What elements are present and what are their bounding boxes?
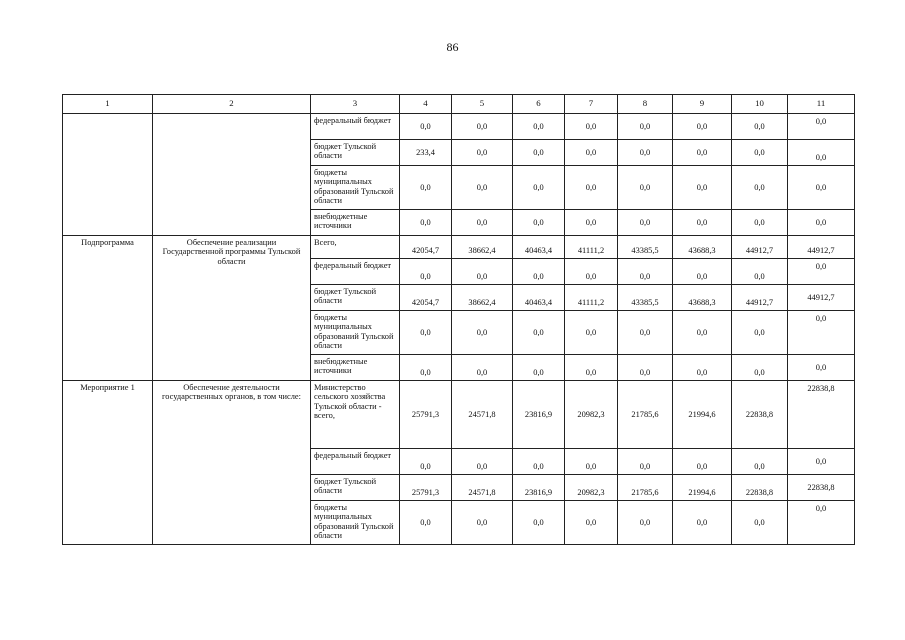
- value-cell: 0,0: [618, 449, 673, 475]
- value-cell: 44912,7: [788, 236, 855, 259]
- value-cell: 0,0: [788, 166, 855, 210]
- value-cell: 20982,3: [565, 475, 618, 501]
- row-description: Обеспечение реализации Государственной программы Тульской области: [153, 236, 311, 381]
- value-cell: 0,0: [788, 449, 855, 475]
- value-cell: 0,0: [452, 449, 513, 475]
- value-cell: 43385,5: [618, 236, 673, 259]
- value-cell: 24571,8: [452, 381, 513, 449]
- value-cell: 0,0: [400, 501, 452, 545]
- value-cell: 0,0: [452, 166, 513, 210]
- value-cell: 0,0: [618, 140, 673, 166]
- value-cell: 0,0: [565, 449, 618, 475]
- funding-source: Всего,: [311, 236, 400, 259]
- value-cell: 0,0: [618, 259, 673, 285]
- value-cell: 233,4: [400, 140, 452, 166]
- value-cell: 0,0: [400, 210, 452, 236]
- value-cell: 0,0: [673, 355, 732, 381]
- value-cell: 0,0: [673, 501, 732, 545]
- value-cell: 41111,2: [565, 236, 618, 259]
- value-cell: 0,0: [788, 355, 855, 381]
- value-cell: 0,0: [565, 355, 618, 381]
- value-cell: 38662,4: [452, 285, 513, 311]
- value-cell: 21994,6: [673, 475, 732, 501]
- column-header-8: 8: [618, 95, 673, 114]
- value-cell: 0,0: [400, 311, 452, 355]
- value-cell: 0,0: [565, 311, 618, 355]
- value-cell: 0,0: [618, 311, 673, 355]
- funding-source: федеральный бюджет: [311, 449, 400, 475]
- column-header-2: 2: [153, 95, 311, 114]
- value-cell: 42054,7: [400, 236, 452, 259]
- value-cell: 43688,3: [673, 236, 732, 259]
- table-row: [63, 381, 855, 449]
- column-header-3: 3: [311, 95, 400, 114]
- value-cell: 0,0: [452, 355, 513, 381]
- value-cell: 44912,7: [732, 236, 788, 259]
- row-category: Подпрограмма: [63, 236, 153, 381]
- value-cell: 0,0: [673, 140, 732, 166]
- funding-source: бюджет Тульской области: [311, 140, 400, 166]
- value-cell: 23816,9: [513, 475, 565, 501]
- value-cell: 0,0: [732, 140, 788, 166]
- header-row: [63, 95, 855, 114]
- value-cell: 0,0: [673, 114, 732, 140]
- value-cell: 0,0: [513, 210, 565, 236]
- value-cell: 24571,8: [452, 475, 513, 501]
- value-cell: 0,0: [788, 501, 855, 545]
- value-cell: 44912,7: [788, 285, 855, 311]
- value-cell: 0,0: [513, 166, 565, 210]
- value-cell: 0,0: [452, 114, 513, 140]
- value-cell: 23816,9: [513, 381, 565, 449]
- column-header-5: 5: [452, 95, 513, 114]
- column-header-9: 9: [673, 95, 732, 114]
- value-cell: 0,0: [732, 166, 788, 210]
- value-cell: 0,0: [618, 355, 673, 381]
- value-cell: 0,0: [452, 140, 513, 166]
- funding-source: федеральный бюджет: [311, 259, 400, 285]
- value-cell: 42054,7: [400, 285, 452, 311]
- value-cell: 0,0: [400, 259, 452, 285]
- value-cell: 0,0: [732, 114, 788, 140]
- value-cell: 0,0: [565, 501, 618, 545]
- value-cell: 0,0: [513, 355, 565, 381]
- row-category: [63, 114, 153, 236]
- value-cell: 0,0: [452, 311, 513, 355]
- value-cell: 0,0: [565, 166, 618, 210]
- value-cell: 0,0: [618, 114, 673, 140]
- value-cell: 0,0: [788, 259, 855, 285]
- table-row: [63, 236, 855, 259]
- value-cell: 0,0: [732, 501, 788, 545]
- value-cell: 0,0: [732, 449, 788, 475]
- value-cell: 0,0: [513, 259, 565, 285]
- value-cell: 40463,4: [513, 236, 565, 259]
- value-cell: 0,0: [565, 114, 618, 140]
- value-cell: 0,0: [452, 259, 513, 285]
- value-cell: 44912,7: [732, 285, 788, 311]
- value-cell: 43688,3: [673, 285, 732, 311]
- budget-table: [62, 94, 855, 545]
- value-cell: 0,0: [732, 210, 788, 236]
- value-cell: 0,0: [513, 114, 565, 140]
- value-cell: 0,0: [673, 311, 732, 355]
- value-cell: 40463,4: [513, 285, 565, 311]
- value-cell: 43385,5: [618, 285, 673, 311]
- value-cell: 0,0: [788, 311, 855, 355]
- value-cell: 25791,3: [400, 381, 452, 449]
- value-cell: 0,0: [732, 259, 788, 285]
- page-number: 86: [446, 40, 459, 54]
- column-header-6: 6: [513, 95, 565, 114]
- funding-source: бюджеты муниципальных образований Тульской области: [311, 501, 400, 545]
- funding-source: бюджет Тульской области: [311, 475, 400, 501]
- value-cell: 22838,8: [788, 381, 855, 449]
- value-cell: 0,0: [400, 449, 452, 475]
- value-cell: 0,0: [673, 449, 732, 475]
- funding-source: бюджеты муниципальных образований Тульской области: [311, 166, 400, 210]
- value-cell: 0,0: [618, 166, 673, 210]
- funding-source: бюджеты муниципальных образований Тульской области: [311, 311, 400, 355]
- value-cell: 21785,6: [618, 381, 673, 449]
- value-cell: 25791,3: [400, 475, 452, 501]
- value-cell: 0,0: [732, 311, 788, 355]
- value-cell: 0,0: [513, 449, 565, 475]
- value-cell: 0,0: [513, 140, 565, 166]
- value-cell: 0,0: [452, 501, 513, 545]
- column-header-7: 7: [565, 95, 618, 114]
- funding-source: федеральный бюджет: [311, 114, 400, 140]
- column-header-10: 10: [732, 95, 788, 114]
- value-cell: 0,0: [565, 210, 618, 236]
- value-cell: 20982,3: [565, 381, 618, 449]
- value-cell: 21994,6: [673, 381, 732, 449]
- value-cell: 22838,8: [732, 381, 788, 449]
- value-cell: 0,0: [673, 166, 732, 210]
- value-cell: 0,0: [788, 140, 855, 166]
- row-description: Обеспечение деятельности государственных органов, в том числе:: [153, 381, 311, 545]
- funding-source: Министерство сельского хозяйства Тульской области - всего,: [311, 381, 400, 449]
- row-description: [153, 114, 311, 236]
- value-cell: 38662,4: [452, 236, 513, 259]
- value-cell: 0,0: [565, 140, 618, 166]
- value-cell: 0,0: [788, 114, 855, 140]
- value-cell: 0,0: [618, 501, 673, 545]
- value-cell: 0,0: [513, 311, 565, 355]
- funding-source: внебюджетные источники: [311, 210, 400, 236]
- table-row: [63, 114, 855, 140]
- value-cell: 0,0: [452, 210, 513, 236]
- value-cell: 0,0: [400, 355, 452, 381]
- funding-source: бюджет Тульской области: [311, 285, 400, 311]
- value-cell: 41111,2: [565, 285, 618, 311]
- value-cell: 0,0: [732, 355, 788, 381]
- value-cell: 0,0: [618, 210, 673, 236]
- column-header-1: 1: [63, 95, 153, 114]
- value-cell: 0,0: [400, 166, 452, 210]
- funding-source: внебюджетные источники: [311, 355, 400, 381]
- row-category: Мероприятие 1: [63, 381, 153, 545]
- value-cell: 0,0: [788, 210, 855, 236]
- column-header-4: 4: [400, 95, 452, 114]
- value-cell: 0,0: [673, 210, 732, 236]
- value-cell: 21785,6: [618, 475, 673, 501]
- value-cell: 22838,8: [732, 475, 788, 501]
- value-cell: 22838,8: [788, 475, 855, 501]
- value-cell: 0,0: [513, 501, 565, 545]
- value-cell: 0,0: [400, 114, 452, 140]
- value-cell: 0,0: [565, 259, 618, 285]
- value-cell: 0,0: [673, 259, 732, 285]
- column-header-11: 11: [788, 95, 855, 114]
